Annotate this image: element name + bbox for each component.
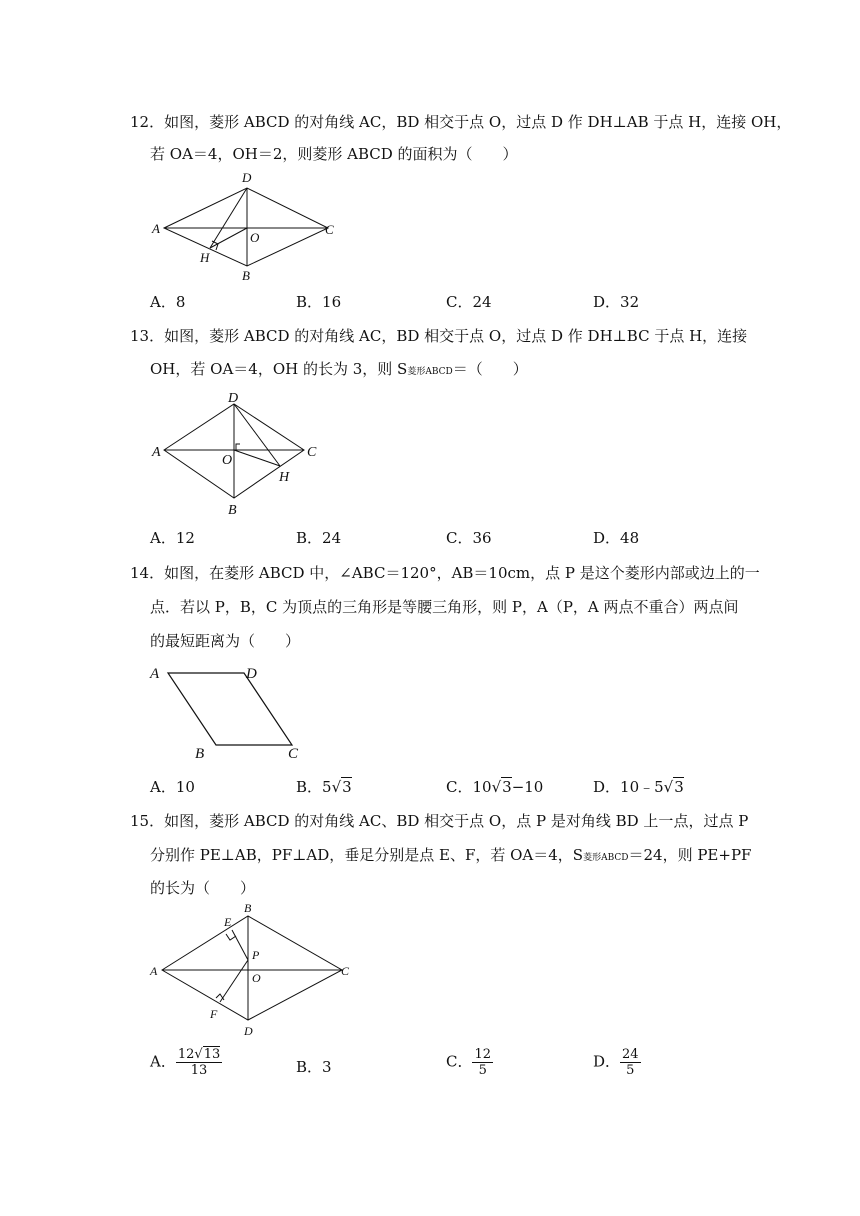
q13-option-d[interactable]: D．48 [593, 529, 640, 547]
q12-label-o: O [250, 230, 260, 245]
q13-label-o: O [222, 453, 233, 468]
q13-option-b[interactable]: B．24 [296, 529, 342, 547]
q12-text-line2: 若 OA＝4，OH＝2，则菱形 ABCD 的面积为（ ） [150, 145, 518, 163]
q12-label-h: H [200, 250, 210, 265]
q13-segment-dh [234, 404, 280, 466]
q14-label-d: D [246, 666, 257, 682]
q13-label-h: H [279, 470, 290, 485]
q14-option-c[interactable]: C．10√3−10 [446, 778, 544, 796]
q15-option-c-den: 5 [478, 1063, 487, 1078]
q13-label-d: D [228, 391, 239, 406]
q12-option-b[interactable]: B．16 [296, 293, 342, 311]
q12-label-a: A [152, 221, 160, 236]
q15-text-line2-post: ＝24，则 PE+PF [628, 846, 752, 864]
q14-text-line1: 14．如图，在菱形 ABCD 中，∠ABC＝120°，AB＝10cm，点 P 是这个菱形内部或边上的一 [130, 564, 760, 582]
q14-text-line3: 的最短距离为（ ） [150, 632, 301, 650]
q12-option-c[interactable]: C．24 [446, 293, 492, 311]
q15-rhombus [162, 916, 342, 1020]
q15-option-a-num-coef: 12 [177, 1047, 195, 1062]
q12-figure [140, 168, 350, 286]
q12-option-d[interactable]: D．32 [593, 293, 640, 311]
q15-option-d-den: 5 [626, 1063, 635, 1078]
q15-text-line1: 15．如图，菱形 ABCD 的对角线 AC、BD 相交于点 O，点 P 是对角线 BD 上一点，过点 P [130, 812, 749, 830]
q12-rhombus [164, 188, 328, 266]
q15-label-f: F [210, 1007, 218, 1021]
q13-segment-oh [234, 450, 280, 466]
q15-option-b[interactable]: B．3 [296, 1058, 332, 1076]
q15-text-line2 [150, 845, 751, 868]
q15-option-d-letter: D． [593, 1052, 621, 1071]
q13-text-line2-pre: OH，若 OA＝4，OH 的长为 3，则 S [150, 360, 408, 378]
q15-option-d[interactable] [593, 1047, 641, 1078]
q15-option-a[interactable] [150, 1047, 222, 1078]
q13-label-a: A [152, 445, 161, 460]
q14-option-d[interactable]: D．10﹣5√3 [593, 778, 684, 796]
q14-option-d-coef: D．10﹣5 [593, 778, 664, 796]
q15-label-a: A [150, 964, 158, 978]
q13-option-c[interactable]: C．36 [446, 529, 492, 547]
q15-label-p: P [252, 948, 260, 962]
q14-option-c-radicand: 3 [502, 778, 512, 796]
q12-segment-oh [210, 228, 247, 248]
q13-label-c: C [307, 445, 317, 460]
q12-label-d: D [242, 170, 252, 185]
q12-label-b: B [242, 268, 250, 283]
q13-label-b: B [228, 503, 237, 518]
q14-text-line2: 点．若以 P，B，C 为顶点的三角形是等腰三角形，则 P，A（P，A 两点不重合）两点间 [150, 598, 739, 616]
q15-option-a-num-radicand: 13 [203, 1047, 221, 1062]
q13-option-a[interactable]: A．12 [150, 529, 195, 547]
q15-label-d: D [244, 1024, 253, 1038]
q14-option-b-radicand: 3 [342, 778, 352, 796]
q12-label-c: C [325, 222, 334, 237]
q14-rhombus [168, 673, 292, 745]
q15-label-c: C [341, 964, 350, 978]
q15-option-a-den: 13 [190, 1063, 208, 1078]
q15-option-c-fraction [472, 1047, 493, 1078]
q14-option-b-coef: B．5 [296, 778, 332, 796]
q15-subscript: 菱形ABCD [583, 853, 629, 863]
q15-figure [140, 898, 360, 1042]
q13-right-angle-o [236, 444, 240, 450]
q12-text-line1: 12．如图，菱形 ABCD 的对角线 AC，BD 相交于点 O，过点 D 作 DH⊥AB 于点 H，连接 OH， [130, 113, 792, 131]
q12-option-a[interactable]: A．8 [150, 293, 186, 311]
q15-option-d-fraction [620, 1047, 641, 1078]
q14-option-b[interactable]: B．5√3 [296, 778, 352, 796]
q15-option-c-num: 12 [474, 1047, 492, 1062]
q15-option-c[interactable] [446, 1047, 493, 1078]
q15-option-c-letter: C． [446, 1052, 473, 1071]
q14-option-a[interactable]: A．10 [150, 778, 195, 796]
q15-text-line2-pre: 分别作 PE⊥AB，PF⊥AD，垂足分别是点 E、F，若 OA＝4，S [150, 846, 584, 864]
q15-label-e: E [224, 915, 232, 929]
q15-label-o: O [252, 971, 261, 985]
q14-label-b: B [195, 746, 205, 762]
q13-figure [140, 384, 340, 522]
q14-label-a: A [150, 666, 160, 682]
q14-option-d-radicand: 3 [674, 778, 684, 796]
q15-segment-pe [232, 930, 248, 960]
q13-text-line2-post: ＝（ ） [452, 360, 528, 378]
q15-option-d-num: 24 [622, 1047, 639, 1062]
q14-option-c-tail: −10 [511, 778, 544, 796]
q14-option-c-coef: C．10 [446, 778, 492, 796]
q14-figure [140, 656, 320, 766]
q13-text-line2 [150, 359, 528, 382]
q15-text-line3: 的长为（ ） [150, 879, 256, 897]
q15-label-b: B [244, 901, 252, 915]
q15-option-a-fraction: $\frac{12√13}{13}$ [177, 1047, 221, 1078]
q14-label-c: C [288, 746, 299, 762]
q15-option-a-letter: A． [150, 1052, 176, 1071]
q15-segment-pf [220, 960, 248, 1002]
q13-text-line1: 13．如图，菱形 ABCD 的对角线 AC，BD 相交于点 O，过点 D 作 DH⊥BC 于点 H，连接 [130, 327, 748, 345]
q13-subscript: 菱形ABCD [407, 367, 453, 377]
